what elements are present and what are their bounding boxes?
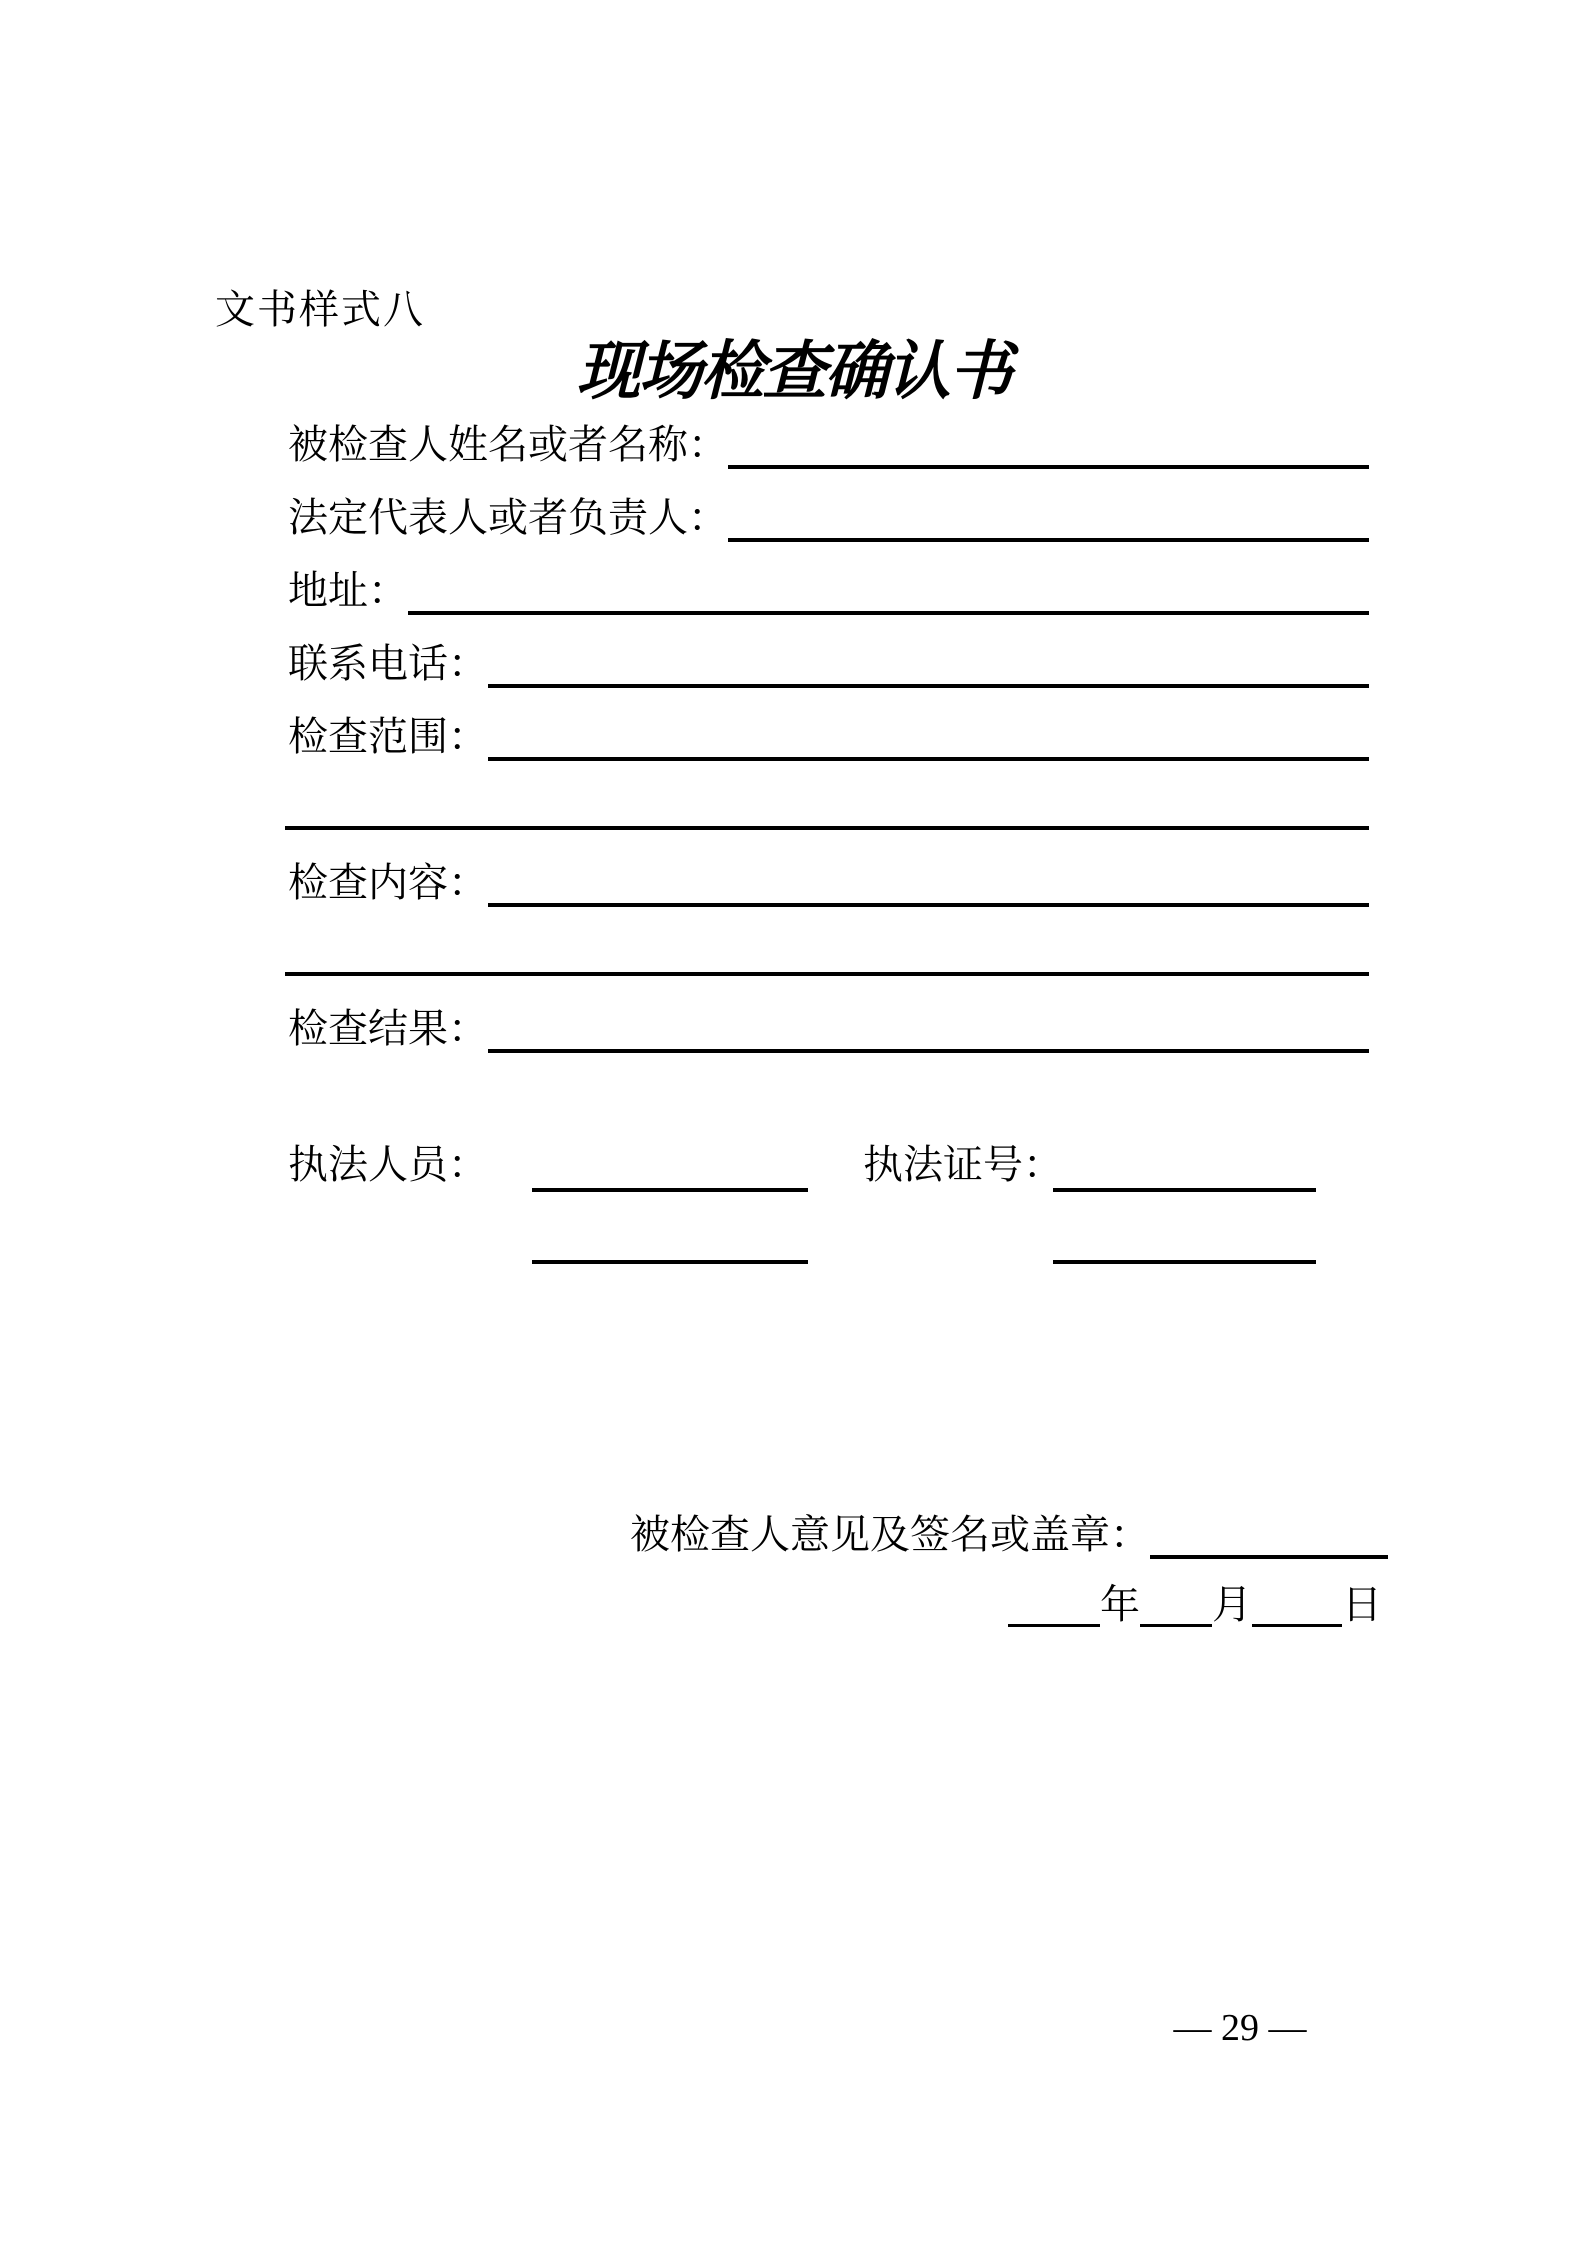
field-row-content <box>288 855 1369 907</box>
cert-no-blank-line-2 <box>1053 1260 1316 1264</box>
year-label: 年 <box>1100 1582 1140 1627</box>
content-label: 检查内容： <box>288 860 488 905</box>
field-row-result <box>288 1001 1369 1053</box>
date-row <box>1008 1581 1382 1627</box>
field-row-legal-representative <box>288 490 1369 542</box>
content-continuation-line <box>285 972 1369 976</box>
phone-label: 联系电话： <box>288 641 488 686</box>
field-row-phone <box>288 636 1369 688</box>
day-blank-line <box>1252 1581 1342 1627</box>
signature-label: 被检查人意见及签名或盖章： <box>630 1512 1150 1557</box>
signature-row <box>630 1509 1388 1559</box>
officer-label: 执法人员： <box>288 1142 488 1187</box>
scope-continuation-line <box>285 826 1369 830</box>
document-title: 现场检查确认书 <box>576 336 1011 407</box>
result-label: 检查结果： <box>288 1006 488 1051</box>
day-label: 日 <box>1342 1582 1382 1627</box>
page-number: — 29 — <box>1173 2007 1307 2049</box>
address-label: 地址： <box>288 568 408 613</box>
legal-representative-blank-line <box>728 490 1369 542</box>
address-blank-line <box>408 563 1369 615</box>
inspected-name-label: 被检查人姓名或者名称： <box>288 422 728 467</box>
cert-no-blank-line-1 <box>1053 1188 1316 1192</box>
field-row-scope <box>288 709 1369 761</box>
month-blank-line <box>1140 1581 1212 1627</box>
field-row-inspected-name <box>288 417 1369 469</box>
officer-blank-line-2 <box>532 1260 808 1264</box>
signature-blank-line <box>1150 1509 1388 1559</box>
month-label: 月 <box>1212 1582 1252 1627</box>
year-blank-line <box>1008 1581 1100 1627</box>
content-blank-line <box>488 855 1369 907</box>
cert-no-label: 执法证号： <box>863 1142 1063 1187</box>
doc-style-label: 文书样式八 <box>215 287 425 332</box>
scope-label: 检查范围： <box>288 714 488 759</box>
result-blank-line <box>488 1001 1369 1053</box>
phone-blank-line <box>488 636 1369 688</box>
field-row-address <box>288 563 1369 615</box>
inspected-name-blank-line <box>728 417 1369 469</box>
officer-blank-line-1 <box>532 1188 808 1192</box>
scope-blank-line <box>488 709 1369 761</box>
legal-representative-label: 法定代表人或者负责人： <box>288 495 728 540</box>
